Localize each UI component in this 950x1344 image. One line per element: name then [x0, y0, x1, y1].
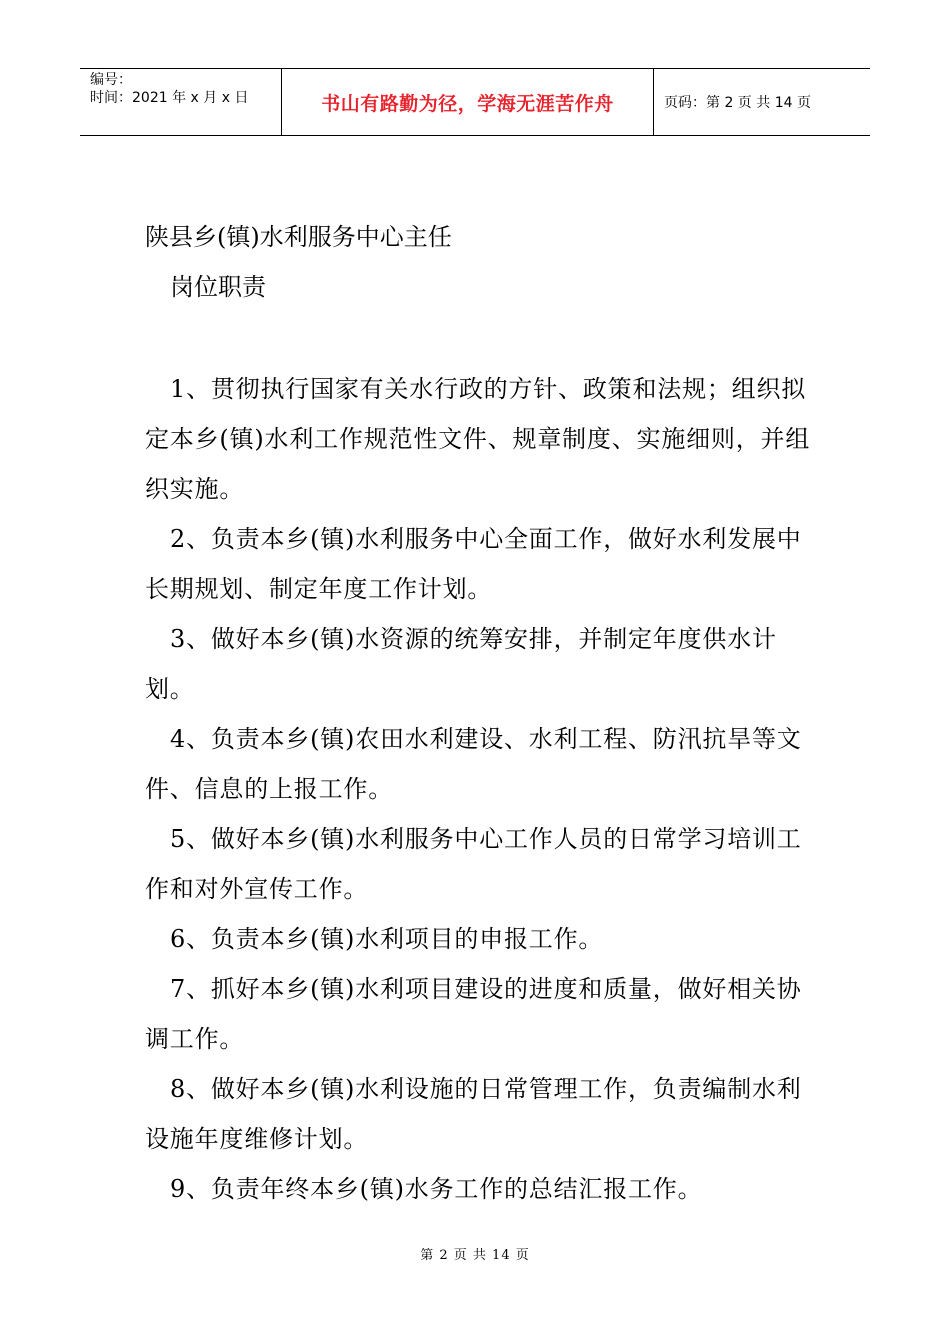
header-motto-cell	[282, 69, 654, 135]
document-header	[80, 68, 870, 136]
header-meta-cell	[80, 69, 282, 135]
title-spacer	[145, 312, 815, 364]
duty-paragraph-6: 6、负责本乡(镇)水利项目的申报工作。	[170, 925, 604, 953]
duty-paragraph-5: 5、做好本乡(镇)水利服务中心工作人员的日常学习培训工作和对外宣传工作。	[145, 825, 802, 903]
duty-paragraph-4: 4、负责本乡(镇)农田水利建设、水利工程、防汛抗旱等文件、信息的上报工作。	[145, 725, 802, 803]
duty-paragraph-2: 2、负责本乡(镇)水利服务中心全面工作，做好水利发展中长期规划、制定年度工作计划。	[145, 525, 802, 603]
duty-paragraph-9: 9、负责年终本乡(镇)水务工作的总结汇报工作。	[170, 1175, 703, 1203]
page-footer: 第 2 页 共 14 页	[420, 1248, 530, 1263]
duty-paragraph-1: 1、贯彻执行国家有关水行政的方针、政策和法规；组织拟定本乡(镇)水利工作规范性文件、规章制度、实施细则，并组织实施。	[145, 375, 811, 503]
document-body	[145, 212, 815, 1214]
document-number-label: 编号：	[90, 72, 132, 88]
duty-paragraph-7: 7、抓好本乡(镇)水利项目建设的进度和质量，做好相关协调工作。	[145, 975, 802, 1053]
document-time-label: 时间：2021 年 x 月 x 日	[90, 90, 249, 106]
duty-paragraph-8: 8、做好本乡(镇)水利设施的日常管理工作，负责编制水利设施年度维修计划。	[145, 1075, 802, 1153]
document-subtitle: 岗位职责	[170, 273, 266, 301]
header-page-info: 页码：第 2 页 共 14 页	[664, 95, 811, 111]
duty-paragraph-3: 3、做好本乡(镇)水资源的统筹安排，并制定年度供水计划。	[145, 625, 777, 703]
document-title: 陕县乡(镇)水利服务中心主任	[145, 223, 452, 251]
header-motto: 书山有路勤为径，学海无涯苦作舟	[321, 92, 614, 115]
header-page-cell	[654, 69, 870, 135]
